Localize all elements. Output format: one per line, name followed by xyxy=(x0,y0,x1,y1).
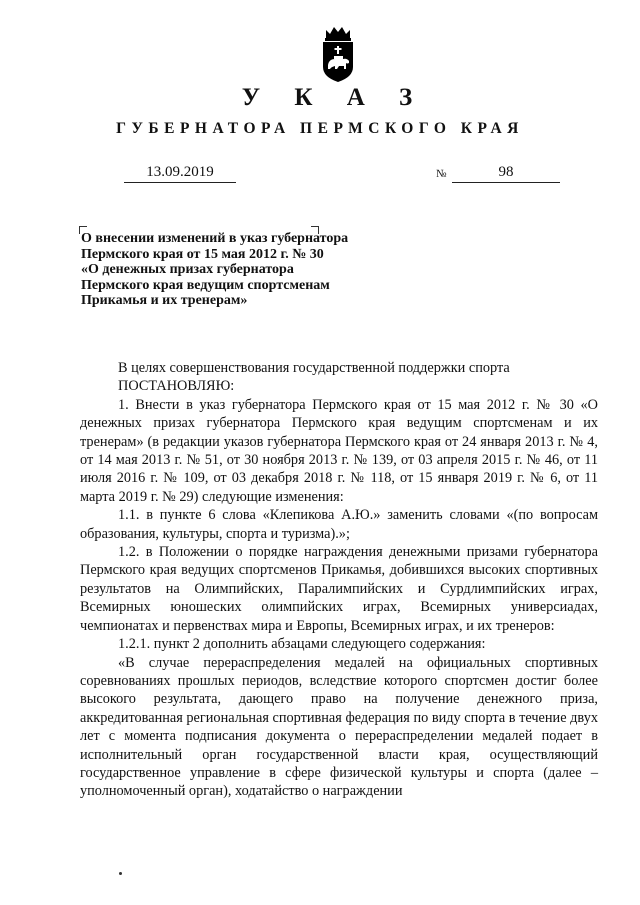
body-paragraph: 1. Внести в указ губернатора Пермского края от 15 мая 2012 г. № 30 «О денежных призах губернатора Пермского края ведущим спортсменам и их тренерам» (в редакции указов губернатора Пермского края от 24 января 2013 г. № 4, от 14 мая 2013 г. № 51, от 30 ноября 2013 г. № 139, от 03 апреля 2015 г. № 46, от 11 июля 2016 г. № 109, от 03 декабря 2018 г. № 118, от 15 января 2019 г. № 6, от 11 марта 2019 г. № 29) следующие изменения: xyxy=(80,396,598,505)
document-heading xyxy=(81,231,401,309)
document-subtitle: ГУБЕРНАТОРА ПЕРМСКОГО КРАЯ xyxy=(116,120,524,137)
body-paragraph: В целях совершенствования государственной поддержки спорта xyxy=(118,360,510,376)
body-paragraph: ПОСТАНОВЛЯЮ: xyxy=(118,378,235,395)
document-title: У К А З xyxy=(241,84,427,111)
body-paragraph: 1.2. в Положении о порядке награждения денежными призами губернатора Пермского края ведущих спортсменов Прикамья, добившихся высоких спортивных результатов на Олимпийских, Паралимпийских и Сурдлимпийских играх, Всемирных юношеских олимпийских играх, Всемирных универсиадах, чемпионатах и первенствах мира и Европы, Всемирных играх, и их тренеров: xyxy=(80,544,598,634)
heading-line: О внесении изменений в указ губернатора xyxy=(81,231,349,246)
coat-of-arms-icon xyxy=(318,25,358,83)
document-body xyxy=(80,359,598,801)
heading-line: Прикамья и их тренерам» xyxy=(81,293,248,309)
document-number: 98 xyxy=(452,162,560,183)
heading-line: Пермского края ведущим спортсменам xyxy=(81,277,330,293)
document-date: 13.09.2019 xyxy=(124,162,236,183)
body-paragraph: «В случае перераспределения медалей на официальных спортивных соревнованиях прошлых периодов, вследствие которого спортсмен достиг более высокого результата, дающего право на получение денежного приза, аккредитованная региональная спортивная федерация по виду спорта в течение двух лет с момента подписания документа о перераспределении медалей подает в исполнительный орган государственной власти края, осуществляющий государственное управление в сфере физической культуры и спорта (далее – уполномоченный орган), ходатайство о награждении xyxy=(80,654,598,800)
body-paragraph: 1.1. в пункте 6 слова «Клепикова А.Ю.» заменить словами «(по вопросам образования, культуры, спорта и туризма).»; xyxy=(80,507,598,542)
heading-line: «О денежных призах губернатора xyxy=(81,262,294,278)
page-dot xyxy=(119,872,122,875)
number-label: № xyxy=(436,168,447,180)
heading-line: Пермского края от 15 мая 2012 г. № 30 xyxy=(81,246,324,262)
body-paragraph: 1.2.1. пункт 2 дополнить абзацами следующего содержания: xyxy=(118,636,486,653)
